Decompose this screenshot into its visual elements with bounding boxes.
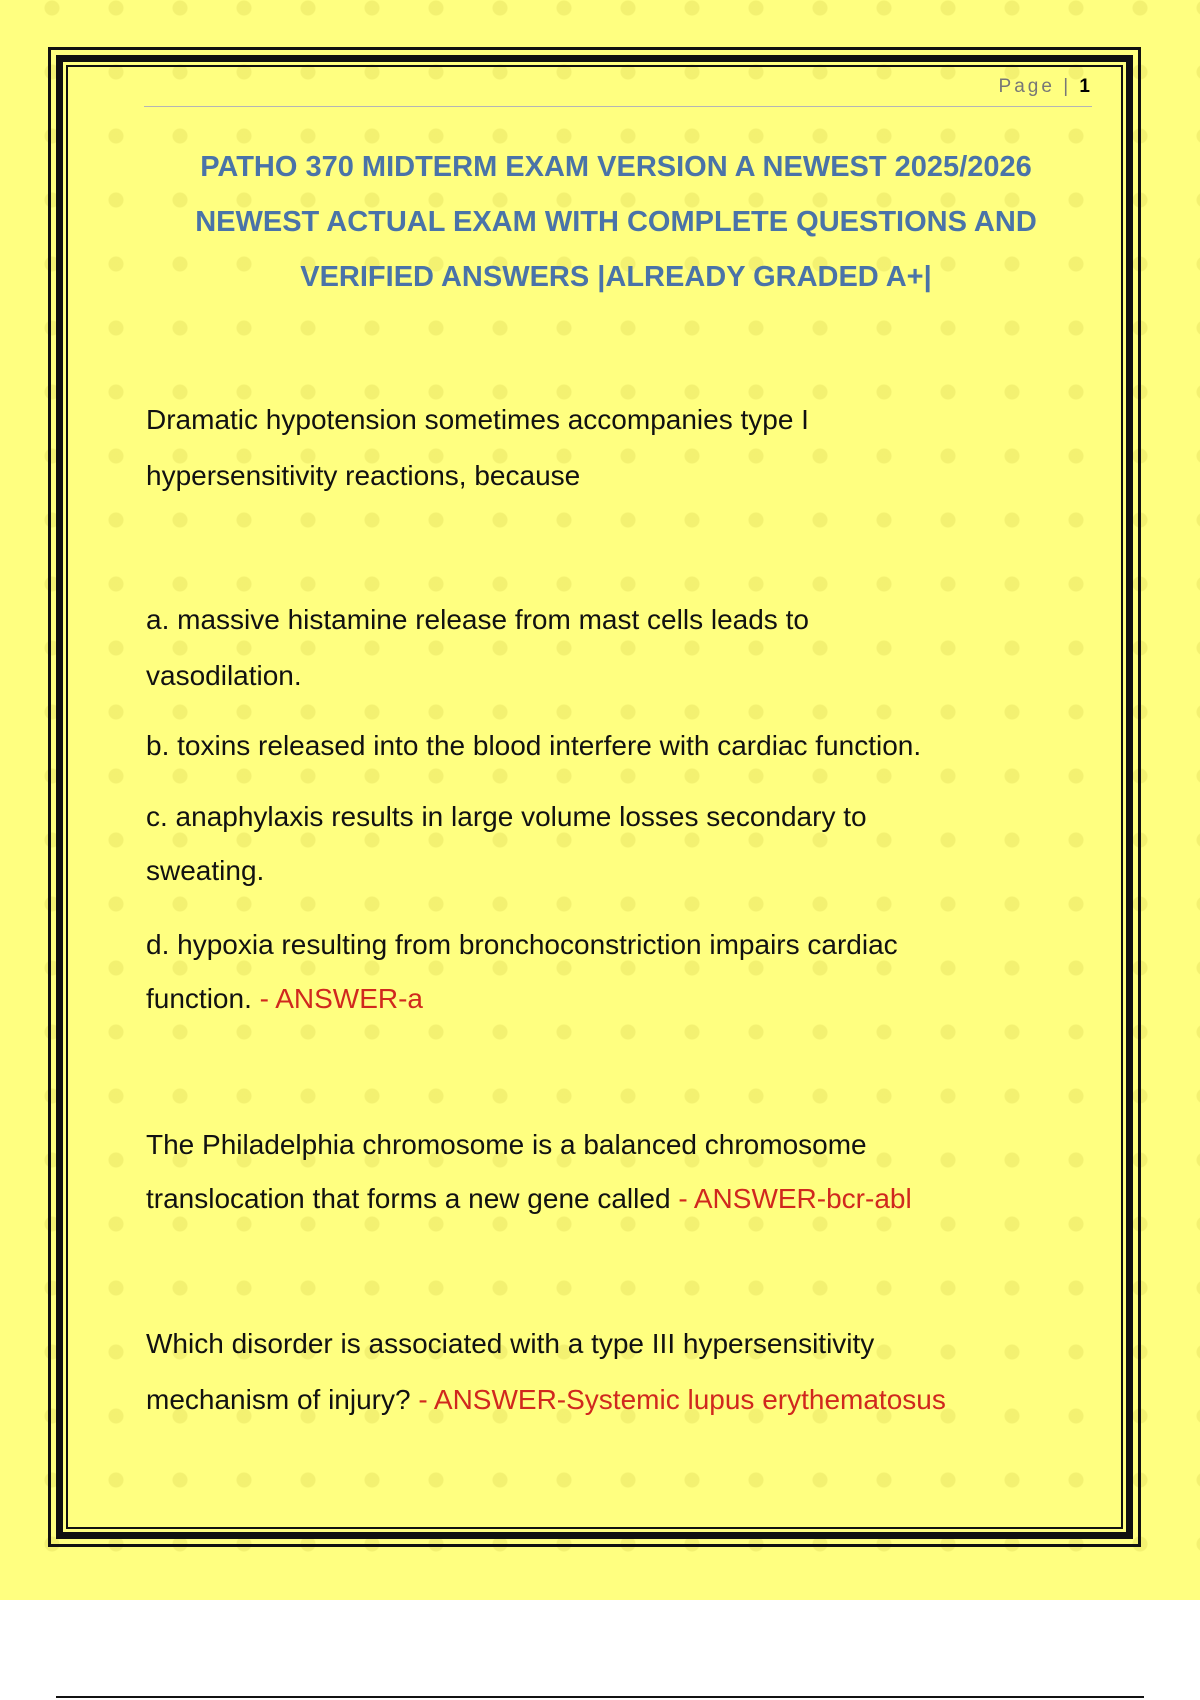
option-a-line-1: a. massive histamine release from mast cells leads to [146,604,809,635]
option-d-line-2-text: function. [146,983,252,1014]
question-3 [146,1316,1106,1428]
question-2-stem-line-1: The Philadelphia chromosome is a balanced chromosome [146,1129,867,1160]
question-1-option-b [146,718,1106,774]
question-2-answer: - ANSWER-bcr-abl [678,1183,912,1214]
option-d-line-2 [146,972,1106,1026]
question-1-answer: - ANSWER-a [259,983,423,1014]
document-title [110,140,1122,305]
question-2-stem-line-2-text: translocation that forms a new gene called [146,1183,671,1214]
option-d-line-1: d. hypoxia resulting from bronchoconstriction impairs cardiac [146,929,898,960]
question-1-stem [146,392,1106,504]
question-2-stem-line-2 [146,1172,1106,1226]
title-line-1: PATHO 370 MIDTERM EXAM VERSION A NEWEST 2025/2026 [200,151,1032,183]
header-divider [144,106,1092,107]
option-b-text: b. toxins released into the blood interfere with cardiac function. [146,730,922,761]
page-label: Page [998,76,1055,97]
title-line-2: NEWEST ACTUAL EXAM WITH COMPLETE QUESTIONS AND [195,206,1037,238]
option-c-line-1: c. anaphylaxis results in large volume losses secondary to [146,801,867,832]
question-1-stem-line-1: Dramatic hypotension sometimes accompanies type I [146,404,809,435]
question-1-option-d [146,918,1106,1026]
question-2 [146,1118,1106,1226]
option-c-line-2: sweating. [146,855,265,886]
question-1-option-a [146,592,1106,704]
question-1-option-c [146,790,1106,898]
option-a-line-2: vasodilation. [146,660,302,691]
question-1-stem-line-2: hypersensitivity reactions, because [146,460,581,491]
page-number: Page | 1 [998,76,1090,97]
footer-rule [56,1696,1144,1698]
question-3-stem-line-2-text: mechanism of injury? [146,1384,411,1415]
page-number-value: 1 [1079,76,1090,97]
question-3-stem-line-1: Which disorder is associated with a type III hypersensitivity [146,1328,875,1359]
title-line-3: VERIFIED ANSWERS |ALREADY GRADED A+| [300,261,932,293]
question-3-stem-line-2 [146,1372,1106,1428]
question-3-answer: - ANSWER-Systemic lupus erythematosus [418,1384,946,1415]
